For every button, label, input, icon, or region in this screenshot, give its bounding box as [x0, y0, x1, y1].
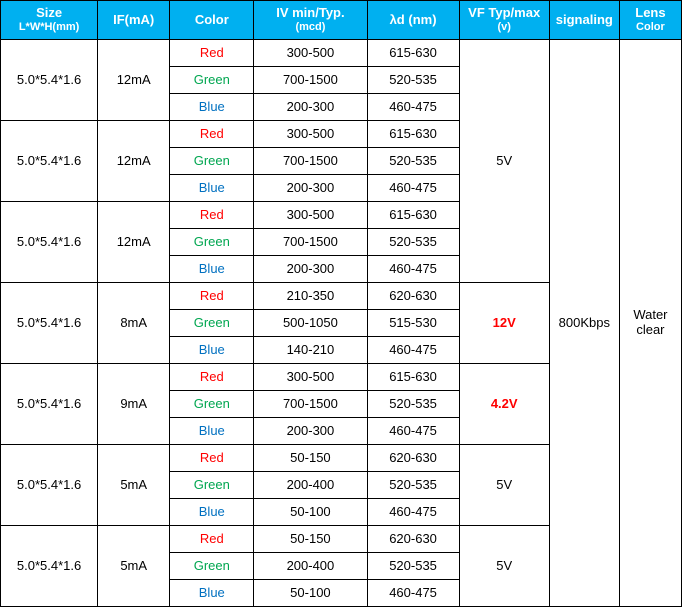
cell-color: Blue: [170, 175, 254, 202]
cell-color: Green: [170, 391, 254, 418]
cell-luminous-intensity: 700-1500: [254, 67, 367, 94]
cell-luminous-intensity: 300-500: [254, 121, 367, 148]
cell-forward-voltage: 5V: [459, 445, 549, 526]
cell-color: Red: [170, 526, 254, 553]
cell-forward-current: 12mA: [98, 121, 170, 202]
cell-luminous-intensity: 700-1500: [254, 229, 367, 256]
cell-luminous-intensity: 140-210: [254, 337, 367, 364]
cell-color: Green: [170, 553, 254, 580]
cell-color: Blue: [170, 499, 254, 526]
cell-wavelength: 460-475: [367, 337, 459, 364]
column-header-if-main: IF(mA): [113, 11, 155, 27]
cell-color: Blue: [170, 94, 254, 121]
cell-color: Red: [170, 202, 254, 229]
cell-lens-color: [619, 40, 681, 607]
cell-luminous-intensity: 50-100: [254, 580, 367, 607]
cell-wavelength: 615-630: [367, 202, 459, 229]
cell-forward-voltage: 5V: [459, 526, 549, 607]
cell-luminous-intensity: 200-300: [254, 94, 367, 121]
cell-wavelength: 620-630: [367, 283, 459, 310]
column-header-vf: [459, 1, 549, 40]
cell-size: 5.0*5.4*1.6: [1, 283, 98, 364]
cell-forward-current: 8mA: [98, 283, 170, 364]
cell-color: Green: [170, 472, 254, 499]
cell-wavelength: 520-535: [367, 391, 459, 418]
table-body: [1, 40, 682, 607]
cell-wavelength: 460-475: [367, 256, 459, 283]
cell-forward-current: 5mA: [98, 445, 170, 526]
cell-luminous-intensity: 300-500: [254, 40, 367, 67]
cell-color: Blue: [170, 418, 254, 445]
column-header-size-main: Size: [36, 5, 63, 21]
column-header-color: [170, 1, 254, 40]
column-header-signaling: [549, 1, 619, 40]
table-row: [1, 40, 682, 67]
column-header-vf-main: VF Typ/max: [468, 5, 541, 21]
cell-size: 5.0*5.4*1.6: [1, 526, 98, 607]
cell-size: 5.0*5.4*1.6: [1, 364, 98, 445]
cell-wavelength: 620-630: [367, 526, 459, 553]
column-header-color-main: Color: [194, 11, 229, 27]
cell-size: 5.0*5.4*1.6: [1, 445, 98, 526]
cell-forward-current: 12mA: [98, 202, 170, 283]
header-row: [1, 1, 682, 40]
lens-color-line1: Water: [633, 307, 668, 323]
cell-luminous-intensity: 700-1500: [254, 391, 367, 418]
cell-luminous-intensity: 50-150: [254, 445, 367, 472]
cell-luminous-intensity: 200-400: [254, 553, 367, 580]
column-header-if: [98, 1, 170, 40]
cell-color: Green: [170, 310, 254, 337]
column-header-lens-color: [619, 1, 681, 40]
cell-wavelength: 460-475: [367, 499, 459, 526]
cell-luminous-intensity: 300-500: [254, 202, 367, 229]
cell-size: 5.0*5.4*1.6: [1, 121, 98, 202]
cell-color: Red: [170, 121, 254, 148]
cell-color: Green: [170, 148, 254, 175]
column-header-iv-sub: (mcd): [295, 21, 326, 34]
cell-size: 5.0*5.4*1.6: [1, 40, 98, 121]
cell-luminous-intensity: 200-300: [254, 256, 367, 283]
cell-wavelength: 615-630: [367, 40, 459, 67]
cell-wavelength: 460-475: [367, 175, 459, 202]
cell-wavelength: 460-475: [367, 418, 459, 445]
cell-wavelength: 520-535: [367, 472, 459, 499]
cell-luminous-intensity: 500-1050: [254, 310, 367, 337]
column-header-iv: [254, 1, 367, 40]
column-header-size: [1, 1, 98, 40]
cell-wavelength: 515-530: [367, 310, 459, 337]
column-header-signaling-main: signaling: [555, 11, 613, 27]
cell-color: Blue: [170, 256, 254, 283]
cell-luminous-intensity: 200-400: [254, 472, 367, 499]
cell-luminous-intensity: 200-300: [254, 418, 367, 445]
cell-forward-voltage: 5V: [459, 40, 549, 283]
cell-luminous-intensity: 700-1500: [254, 148, 367, 175]
column-header-wavelength: [367, 1, 459, 40]
cell-size: 5.0*5.4*1.6: [1, 202, 98, 283]
cell-color: Red: [170, 364, 254, 391]
cell-color: Green: [170, 229, 254, 256]
cell-forward-voltage: 12V: [459, 283, 549, 364]
cell-luminous-intensity: 210-350: [254, 283, 367, 310]
cell-color: Blue: [170, 580, 254, 607]
cell-wavelength: 520-535: [367, 148, 459, 175]
cell-luminous-intensity: 50-150: [254, 526, 367, 553]
cell-wavelength: 615-630: [367, 364, 459, 391]
cell-signaling: 800Kbps: [549, 40, 619, 607]
column-header-lens-main: Lens: [635, 5, 666, 21]
cell-wavelength: 520-535: [367, 229, 459, 256]
cell-forward-voltage: 4.2V: [459, 364, 549, 445]
column-header-lens-sub: Color: [636, 21, 665, 34]
cell-wavelength: 520-535: [367, 67, 459, 94]
cell-wavelength: 520-535: [367, 553, 459, 580]
cell-luminous-intensity: 300-500: [254, 364, 367, 391]
cell-color: Red: [170, 283, 254, 310]
cell-forward-current: 12mA: [98, 40, 170, 121]
column-header-size-sub: L*W*H(mm): [18, 21, 80, 34]
cell-wavelength: 460-475: [367, 94, 459, 121]
column-header-iv-main: IV min/Typ.: [276, 5, 345, 21]
cell-color: Green: [170, 67, 254, 94]
cell-wavelength: 615-630: [367, 121, 459, 148]
lens-color-line2: clear: [636, 322, 665, 337]
cell-color: Red: [170, 445, 254, 472]
cell-luminous-intensity: 50-100: [254, 499, 367, 526]
table-header: [1, 1, 682, 40]
cell-color: Blue: [170, 337, 254, 364]
column-header-wavelength-main: λd (nm): [389, 11, 437, 27]
cell-wavelength: 620-630: [367, 445, 459, 472]
cell-luminous-intensity: 200-300: [254, 175, 367, 202]
column-header-vf-sub: (v): [497, 21, 511, 34]
cell-wavelength: 460-475: [367, 580, 459, 607]
cell-forward-current: 5mA: [98, 526, 170, 607]
cell-forward-current: 9mA: [98, 364, 170, 445]
cell-color: Red: [170, 40, 254, 67]
